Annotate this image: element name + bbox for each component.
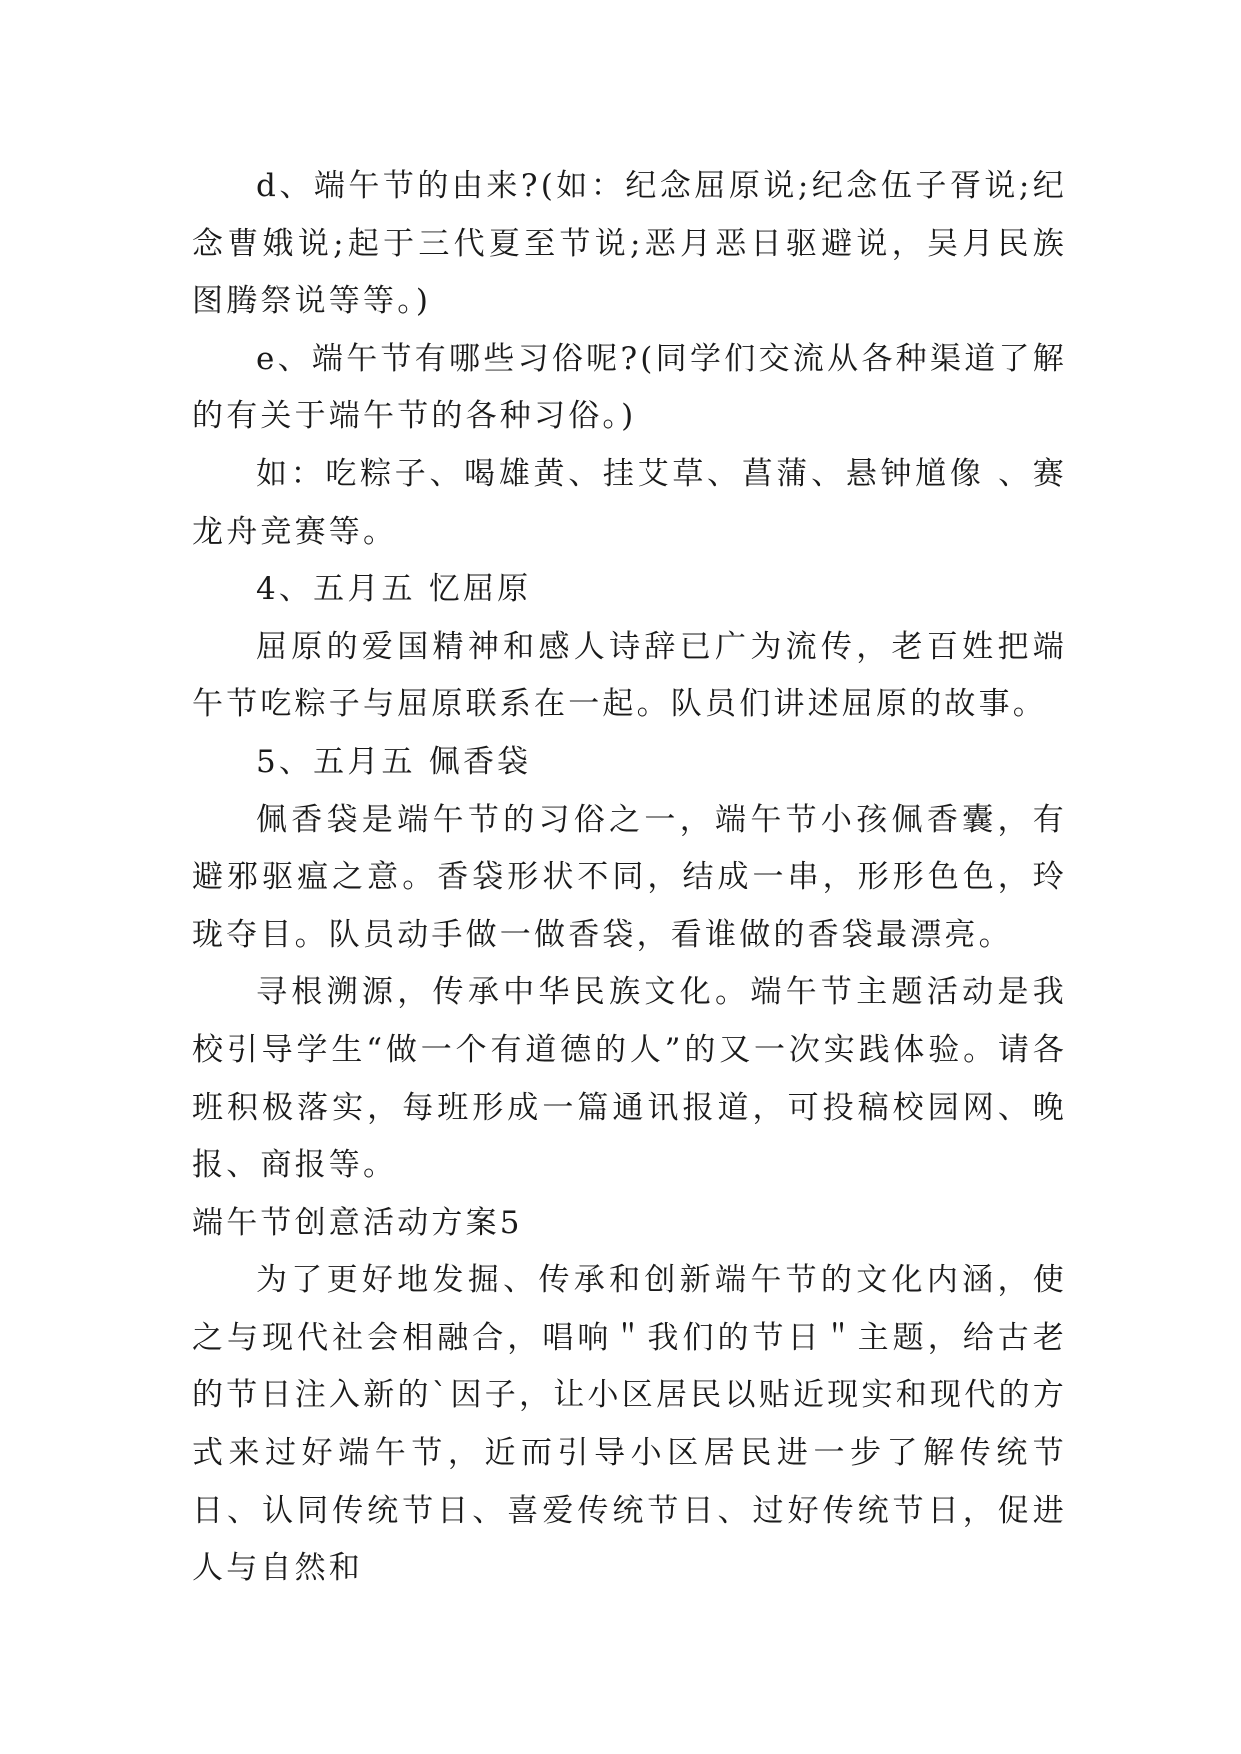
subheading-sachet: 5、五月五 佩香袋 xyxy=(256,743,532,780)
paragraph-qu-yuan: 屈原的爱国精神和感人诗辞已广为流传，老百姓把端午节吃粽子与屈原联系在一起。队员们讲述屈原的故事。 xyxy=(192,628,1067,723)
paragraph-conclusion: 寻根溯源，传承中华民族文化。端午节主题活动是我校引导学生“做一个有道德的人”的又一次实践体验。请各班积极落实，每班形成一篇通讯报道，可投稿校园网、晚报、商报等。 xyxy=(192,974,1067,1184)
document-body xyxy=(192,158,1067,1598)
section-title: 端午节创意活动方案5 xyxy=(192,1204,523,1241)
paragraph-customs-question: e、端午节有哪些习俗呢?(同学们交流从各种渠道了解的有关于端午节的各种习俗。) xyxy=(192,340,1067,435)
paragraph-origin-question: d、端午节的由来?(如：纪念屈原说;纪念伍子胥说;纪念曹娥说;起于三代夏至节说;恶月恶日驱避说，吴月民族图腾祭说等等。) xyxy=(192,168,1067,320)
paragraph-customs-examples: 如：吃粽子、喝雄黄、挂艾草、菖蒲、悬钟馗像 、赛龙舟竞赛等。 xyxy=(192,455,1067,550)
subheading-qu-yuan: 4、五月五 忆屈原 xyxy=(256,571,532,608)
paragraph-sachet: 佩香袋是端午节的习俗之一，端午节小孩佩香囊，有避邪驱瘟之意。香袋形状不同，结成一串，形形色色，玲珑夺目。队员动手做一做香袋，看谁做的香袋最漂亮。 xyxy=(192,801,1067,953)
paragraph-section-intro: 为了更好地发掘、传承和创新端午节的文化内涵，使之与现代社会相融合，唱响＂我们的节日＂主题，给古老的节日注入新的`因子，让小区居民以贴近现实和现代的方式来过好端午节，近而引导小区居民进一步了解传统节日、认同传统节日、喜爱传统节日、过好传统节日，促进人与自然和 xyxy=(192,1262,1067,1587)
